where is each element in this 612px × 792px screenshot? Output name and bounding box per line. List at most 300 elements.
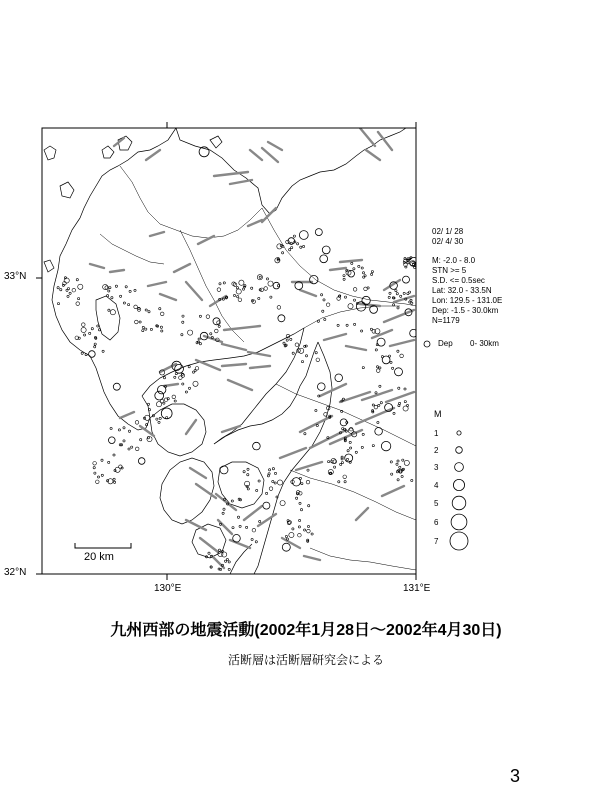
minor-epicenter-point (404, 460, 409, 465)
minor-epicenter-point (361, 330, 363, 332)
minor-epicenter-point (361, 446, 363, 448)
minor-epicenter-point (353, 288, 357, 292)
minor-epicenter-point (258, 297, 260, 299)
figure-title: 九州西部の地震活動(2002年1月28日～2002年4月30日) (110, 622, 502, 639)
lon-label-131: 131°E (403, 583, 431, 594)
minor-epicenter-point (289, 249, 291, 251)
epicenter-point (395, 368, 403, 376)
minor-epicenter-point (409, 291, 411, 293)
minor-epicenter-point (97, 476, 99, 478)
minor-epicenter-point (231, 500, 233, 502)
epicenter-point (318, 383, 326, 391)
legend-param: Dep: -1.5 - 30.0km (432, 306, 499, 315)
minor-epicenter-point (128, 304, 130, 306)
minor-epicenter-point (304, 529, 306, 531)
magnitude-legend-circle (450, 532, 468, 550)
minor-epicenter-point (307, 469, 309, 471)
minor-epicenter-point (82, 323, 86, 327)
minor-epicenter-point (349, 441, 351, 443)
minor-epicenter-point (188, 366, 190, 368)
minor-epicenter-point (222, 552, 227, 557)
minor-epicenter-point (326, 303, 330, 307)
minor-epicenter-point (341, 462, 343, 464)
minor-epicenter-point (57, 303, 59, 305)
minor-epicenter-point (94, 346, 96, 348)
minor-epicenter-point (111, 297, 113, 299)
active-fault-layer (90, 128, 414, 568)
epicenter-layer (89, 147, 418, 551)
minor-epicenter-point (219, 283, 221, 285)
minor-epicenter-point (123, 427, 125, 429)
minor-epicenter-point (378, 404, 380, 406)
minor-epicenter-point (145, 328, 147, 330)
minor-epicenter-point (94, 472, 96, 474)
epicenter-point (273, 282, 280, 289)
minor-epicenter-point (228, 568, 230, 570)
minor-epicenter-point (307, 525, 309, 527)
minor-epicenter-point (362, 367, 364, 369)
epicenter-point (113, 383, 120, 390)
minor-epicenter-point (400, 354, 404, 358)
minor-epicenter-point (317, 320, 319, 322)
minor-epicenter-point (399, 466, 401, 468)
minor-epicenter-point (323, 299, 325, 301)
minor-epicenter-point (233, 294, 235, 296)
minor-epicenter-point (350, 447, 352, 449)
minor-epicenter-point (266, 492, 268, 494)
minor-epicenter-layer (57, 235, 417, 571)
minor-epicenter-point (337, 324, 339, 326)
epicenter-point (263, 502, 270, 509)
minor-epicenter-point (401, 475, 403, 477)
epicenter-point (403, 276, 410, 283)
minor-epicenter-point (388, 296, 390, 298)
minor-epicenter-point (297, 243, 299, 245)
minor-epicenter-point (280, 501, 285, 506)
minor-epicenter-point (299, 502, 301, 504)
minor-epicenter-point (156, 402, 161, 407)
minor-epicenter-point (355, 451, 357, 453)
minor-epicenter-point (346, 458, 348, 460)
minor-epicenter-point (93, 467, 95, 469)
scale-bar-label: 20 km (84, 551, 114, 563)
minor-epicenter-point (108, 290, 110, 292)
epicenter-point (278, 315, 285, 322)
minor-epicenter-point (305, 355, 307, 357)
minor-epicenter-point (69, 292, 71, 294)
minor-epicenter-point (269, 469, 271, 471)
minor-epicenter-point (185, 391, 187, 393)
scale-bar (75, 543, 131, 548)
minor-epicenter-point (256, 489, 258, 491)
minor-epicenter-point (247, 468, 249, 470)
minor-epicenter-point (344, 481, 346, 483)
minor-epicenter-point (270, 296, 272, 298)
minor-epicenter-point (113, 478, 115, 480)
minor-epicenter-point (292, 352, 294, 354)
minor-epicenter-point (398, 405, 400, 407)
epicenter-point (155, 391, 164, 400)
minor-epicenter-point (362, 433, 364, 435)
epicenter-point (253, 442, 261, 450)
minor-epicenter-point (277, 306, 281, 310)
minor-epicenter-point (389, 292, 391, 294)
minor-epicenter-point (101, 459, 103, 461)
minor-epicenter-point (135, 447, 139, 451)
epicenter-point (213, 318, 220, 325)
minor-epicenter-point (348, 304, 353, 309)
minor-epicenter-point (174, 400, 176, 402)
minor-epicenter-point (282, 252, 284, 254)
minor-epicenter-point (89, 332, 91, 334)
minor-epicenter-point (403, 292, 405, 294)
minor-epicenter-point (78, 284, 83, 289)
minor-epicenter-point (252, 528, 256, 532)
minor-epicenter-point (179, 376, 183, 380)
epicenter-point (381, 441, 390, 450)
minor-epicenter-point (285, 535, 287, 537)
minor-epicenter-point (198, 338, 200, 340)
minor-epicenter-point (372, 404, 374, 406)
minor-epicenter-point (120, 295, 122, 297)
minor-epicenter-point (377, 421, 379, 423)
minor-epicenter-point (91, 328, 93, 330)
magnitude-legend-label: 1 (434, 429, 439, 438)
minor-epicenter-point (246, 526, 248, 528)
minor-epicenter-point (60, 289, 62, 291)
minor-epicenter-point (311, 533, 313, 535)
minor-epicenter-point (93, 462, 97, 466)
minor-epicenter-point (286, 339, 288, 341)
minor-epicenter-point (108, 309, 110, 311)
epicenter-point (322, 246, 330, 254)
minor-epicenter-point (135, 421, 139, 425)
minor-epicenter-point (264, 287, 268, 291)
minor-epicenter-point (128, 430, 130, 432)
minor-epicenter-point (334, 466, 336, 468)
minor-epicenter-point (409, 301, 411, 303)
minor-epicenter-point (372, 445, 374, 447)
minor-epicenter-point (400, 295, 402, 297)
lat-label-32: 32°N (4, 567, 27, 578)
minor-epicenter-point (237, 296, 239, 298)
minor-epicenter-point (159, 417, 161, 419)
minor-epicenter-point (399, 402, 401, 404)
depth-legend-range: 0- 30km (470, 339, 499, 348)
minor-epicenter-point (268, 281, 273, 286)
magnitude-legend-label: 6 (434, 518, 439, 527)
minor-epicenter-point (411, 479, 413, 481)
epicenter-point (89, 351, 96, 358)
minor-epicenter-point (402, 459, 404, 461)
minor-epicenter-point (315, 352, 317, 354)
magnitude-legend-title: M (434, 409, 442, 419)
minor-epicenter-point (67, 288, 69, 290)
minor-epicenter-point (247, 474, 249, 476)
minor-epicenter-point (148, 311, 150, 313)
minor-epicenter-point (109, 287, 111, 289)
minor-epicenter-point (390, 361, 392, 363)
minor-epicenter-point (182, 321, 184, 323)
minor-epicenter-point (215, 329, 219, 333)
minor-epicenter-point (303, 245, 305, 247)
minor-epicenter-point (188, 330, 193, 335)
minor-epicenter-point (298, 533, 302, 537)
minor-epicenter-point (274, 482, 276, 484)
minor-epicenter-point (346, 324, 348, 326)
minor-epicenter-point (290, 338, 292, 340)
minor-epicenter-point (403, 406, 408, 411)
minor-epicenter-point (218, 325, 220, 327)
minor-epicenter-point (398, 387, 400, 389)
minor-epicenter-point (315, 409, 317, 411)
minor-epicenter-point (343, 475, 347, 479)
minor-epicenter-point (375, 349, 377, 351)
minor-epicenter-point (286, 240, 290, 244)
minor-epicenter-point (242, 288, 244, 290)
minor-epicenter-point (396, 463, 398, 465)
magnitude-legend-circle (457, 431, 461, 435)
minor-epicenter-point (304, 433, 306, 435)
minor-epicenter-point (194, 370, 196, 372)
minor-epicenter-point (64, 278, 69, 283)
epicenter-point (282, 543, 290, 551)
depth-legend-label: Dep (438, 339, 453, 348)
epicenter-point (315, 229, 322, 236)
minor-epicenter-point (361, 267, 363, 269)
minor-epicenter-point (72, 288, 76, 292)
epicenter-point (345, 454, 353, 462)
minor-epicenter-point (101, 474, 103, 476)
minor-epicenter-point (407, 262, 409, 264)
minor-epicenter-point (289, 532, 294, 537)
minor-epicenter-point (115, 285, 117, 287)
minor-epicenter-point (123, 302, 125, 304)
minor-epicenter-point (76, 302, 80, 306)
minor-epicenter-point (199, 315, 201, 317)
minor-epicenter-point (321, 294, 323, 296)
minor-epicenter-point (123, 440, 125, 442)
minor-epicenter-point (380, 402, 382, 404)
epicenter-point (233, 535, 241, 543)
minor-epicenter-point (232, 527, 234, 529)
minor-epicenter-point (259, 276, 261, 278)
depth-legend-symbol (424, 341, 430, 347)
minor-epicenter-point (296, 491, 300, 495)
minor-epicenter-point (379, 385, 381, 387)
minor-epicenter-point (299, 492, 303, 496)
minor-epicenter-point (272, 468, 274, 470)
minor-epicenter-point (251, 287, 253, 289)
minor-epicenter-point (301, 483, 303, 485)
minor-epicenter-point (110, 310, 115, 315)
magnitude-legend (450, 431, 468, 550)
magnitude-legend-label: 3 (434, 463, 439, 472)
minor-epicenter-point (188, 387, 190, 389)
minor-epicenter-point (338, 481, 340, 483)
epicenter-point (348, 270, 355, 277)
minor-epicenter-point (397, 460, 399, 462)
minor-epicenter-point (174, 376, 176, 378)
minor-epicenter-point (388, 355, 390, 357)
minor-epicenter-point (292, 528, 294, 530)
figure-subtitle: 活断層は活断層研究会による (227, 653, 384, 667)
minor-epicenter-point (391, 473, 393, 475)
minor-epicenter-point (259, 520, 261, 522)
minor-epicenter-point (97, 325, 99, 327)
minor-epicenter-point (107, 295, 109, 297)
epicenter-point (220, 466, 228, 474)
minor-epicenter-point (160, 326, 162, 328)
minor-epicenter-point (239, 280, 244, 285)
legend-param: Lon: 129.5 - 131.0E (432, 296, 503, 305)
minor-epicenter-point (371, 271, 373, 273)
minor-epicenter-point (364, 287, 368, 291)
minor-epicenter-point (102, 350, 104, 352)
magnitude-legend-label: 7 (434, 537, 439, 546)
minor-epicenter-point (376, 366, 378, 368)
minor-epicenter-point (299, 519, 301, 521)
minor-epicenter-point (301, 361, 303, 363)
minor-epicenter-point (283, 342, 285, 344)
minor-epicenter-point (257, 275, 262, 280)
minor-epicenter-point (236, 289, 241, 294)
minor-epicenter-point (343, 275, 345, 277)
legend-param: Lat: 32.0 - 33.5N (432, 286, 492, 295)
minor-epicenter-point (358, 265, 360, 267)
minor-epicenter-point (57, 287, 59, 289)
minor-epicenter-point (344, 296, 346, 298)
minor-epicenter-point (272, 480, 274, 482)
minor-epicenter-point (159, 308, 161, 310)
legend-date-start: 02/ 1/ 28 (432, 227, 464, 236)
minor-epicenter-point (142, 330, 144, 332)
minor-epicenter-point (375, 392, 377, 394)
minor-epicenter-point (166, 417, 168, 419)
minor-epicenter-point (210, 333, 212, 335)
lat-label-33: 33°N (4, 271, 27, 282)
minor-epicenter-point (308, 505, 310, 507)
epicenter-point (299, 231, 308, 240)
minor-epicenter-point (140, 439, 142, 441)
minor-epicenter-point (193, 381, 198, 386)
epicenter-point (109, 437, 116, 444)
minor-epicenter-point (255, 541, 257, 543)
minor-epicenter-point (110, 427, 112, 429)
minor-epicenter-point (223, 282, 225, 284)
minor-epicenter-point (206, 315, 210, 319)
minor-epicenter-point (114, 481, 116, 483)
epicenter-point (161, 408, 172, 419)
minor-epicenter-point (307, 529, 311, 533)
minor-epicenter-point (172, 395, 176, 399)
minor-epicenter-point (347, 450, 349, 452)
minor-epicenter-point (251, 538, 253, 540)
minor-epicenter-point (236, 287, 238, 289)
minor-epicenter-point (296, 497, 298, 499)
epicenter-point (320, 255, 328, 263)
magnitude-legend-circle (455, 463, 464, 472)
minor-epicenter-point (161, 330, 163, 332)
minor-epicenter-point (393, 304, 395, 306)
minor-epicenter-point (397, 307, 399, 309)
minor-epicenter-point (217, 288, 221, 292)
minor-epicenter-point (163, 402, 165, 404)
minor-epicenter-point (397, 479, 399, 481)
legend-param: S.D. <= 0.5sec (432, 276, 485, 285)
magnitude-legend-label: 2 (434, 446, 439, 455)
minor-epicenter-point (238, 298, 242, 302)
minor-epicenter-point (222, 512, 224, 514)
minor-epicenter-point (393, 412, 395, 414)
minor-epicenter-point (300, 509, 302, 511)
minor-epicenter-point (351, 262, 353, 264)
page-number: 3 (510, 766, 521, 786)
minor-epicenter-point (129, 290, 131, 292)
legend-param: STN >= 5 (432, 266, 467, 275)
magnitude-legend-circle (452, 496, 466, 510)
minor-epicenter-point (142, 326, 144, 328)
minor-epicenter-point (125, 286, 127, 288)
map-frame (42, 128, 416, 574)
minor-epicenter-point (277, 480, 282, 485)
magnitude-legend-circle (453, 479, 464, 490)
magnitude-legend-label: 5 (434, 499, 439, 508)
minor-epicenter-point (128, 448, 130, 450)
minor-epicenter-point (94, 343, 96, 345)
minor-epicenter-point (226, 558, 228, 560)
minor-epicenter-point (295, 343, 299, 347)
minor-epicenter-point (158, 421, 160, 423)
minor-epicenter-point (81, 327, 86, 332)
minor-epicenter-point (354, 323, 356, 325)
minor-epicenter-point (98, 329, 100, 331)
magnitude-legend-circle (451, 514, 467, 530)
minor-epicenter-point (277, 285, 279, 287)
legend-param: M: -2.0 - 8.0 (432, 256, 476, 265)
minor-epicenter-point (145, 309, 147, 311)
epicenter-point (375, 428, 383, 436)
minor-epicenter-point (134, 305, 138, 309)
minor-epicenter-point (175, 373, 177, 375)
minor-epicenter-point (266, 278, 268, 280)
lon-label-130: 130°E (154, 583, 182, 594)
minor-epicenter-point (239, 525, 241, 527)
magnitude-legend-label: 4 (434, 481, 439, 490)
minor-epicenter-point (324, 318, 326, 320)
minor-epicenter-point (300, 246, 302, 248)
minor-epicenter-point (343, 278, 345, 280)
minor-epicenter-point (150, 328, 152, 330)
epicenter-point (335, 374, 343, 382)
minor-epicenter-point (298, 526, 300, 528)
minor-epicenter-point (78, 298, 80, 300)
minor-epicenter-point (392, 367, 394, 369)
minor-epicenter-point (228, 561, 230, 563)
epicenter-point (340, 419, 347, 426)
minor-epicenter-point (84, 334, 86, 336)
minor-epicenter-point (108, 461, 110, 463)
minor-epicenter-point (208, 552, 210, 554)
minor-epicenter-point (397, 350, 399, 352)
minor-epicenter-point (291, 247, 293, 249)
minor-epicenter-point (353, 299, 355, 301)
minor-epicenter-point (243, 471, 245, 473)
minor-epicenter-point (316, 358, 320, 362)
minor-epicenter-point (199, 343, 201, 345)
minor-epicenter-point (247, 488, 249, 490)
minor-epicenter-point (353, 268, 355, 270)
